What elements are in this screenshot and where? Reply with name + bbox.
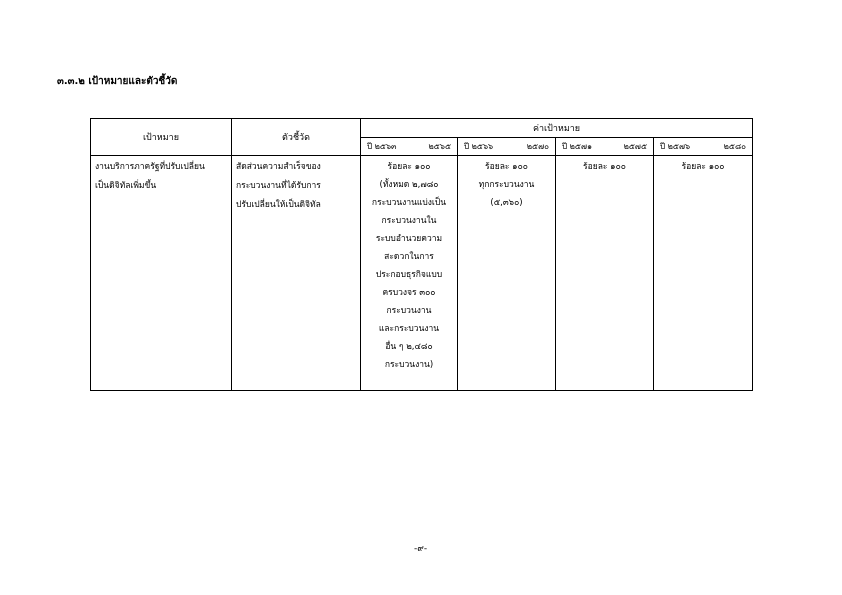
table-row [91,156,753,391]
target-cell-3: ร้อยละ ๑๐๐ [556,156,654,391]
target-cell-4: ร้อยละ ๑๐๐ [654,156,753,391]
page-number: -๙- [414,544,428,554]
section-heading: ๓.๓.๒ เป้าหมายและตัวชี้วัด [57,76,178,87]
header-year-3: ปี ๒๕๗๑ ๒๕๗๕ [556,138,654,156]
header-indicator: ตัวชี้วัด [232,119,361,156]
goals-indicators-table [90,118,753,391]
target-cell-2: ร้อยละ ๑๐๐ ทุกกระบวนงาน (๕,๓๖๐) [458,156,556,391]
header-year-1: ปี ๒๕๖๓ ๒๕๖๕ [361,138,458,156]
header-goal: เป้าหมาย [91,119,232,156]
indicator-cell: สัดส่วนความสำเร็จของ กระบวนงานที่ได้รับการ ปรับเปลี่ยนให้เป็นดิจิทัล [232,156,361,391]
goal-cell: งานบริการภาครัฐที่ปรับเปลี่ยน เป็นดิจิทัลเพิ่มขึ้น [91,156,232,391]
header-year-4: ปี ๒๕๗๖ ๒๕๘๐ [654,138,753,156]
target-cell-1: ร้อยละ ๑๐๐ (ทั้งหมด ๒,๗๘๐ กระบวนงานแบ่งเป็น กระบวนงานใน ระบบอำนวยความ สะดวกในการ ประกอบธุรกิจแบบ ครบวงจร ๓๐๐ กระบวนงาน และกระบวนงาน อื่น ๆ ๒,๔๘๐ กระบวนงาน) [361,156,458,391]
header-year-2: ปี ๒๕๖๖ ๒๕๗๐ [458,138,556,156]
header-target: ค่าเป้าหมาย [361,119,753,138]
